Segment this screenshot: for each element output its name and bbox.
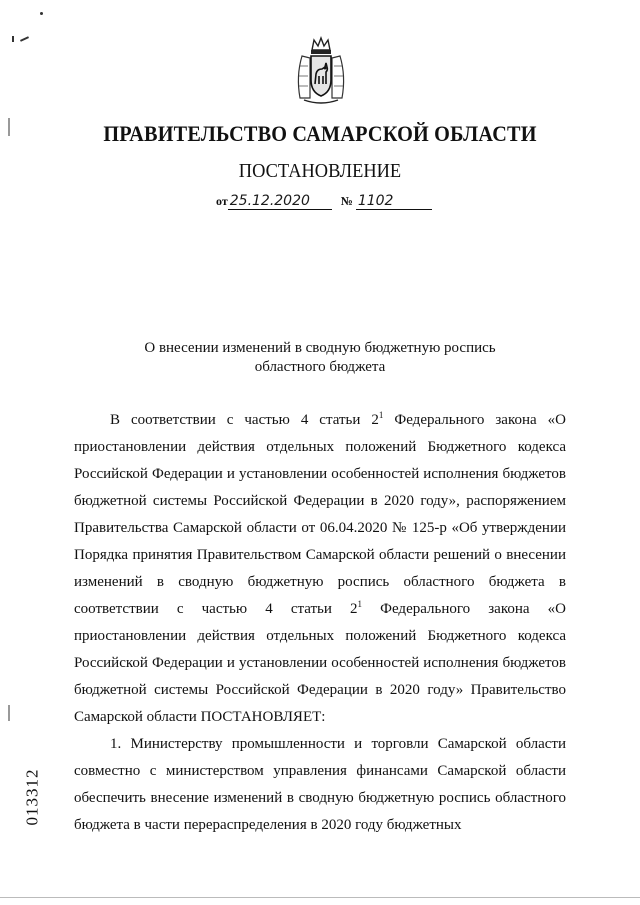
paragraph-preamble: В соответствии с частью 4 статьи $2^1$ Федерального закона «О приостановлении действия отдельных положений Бюджетного кодекса Российской Федерации и установлении особенностей исполнения бюджетов бюджетной системы Российской Федерации в 2020 году», распоряжением Правительства Самарской области от 06.04.2020 № 125-р «Об утверждении Порядка принятия Правительством Самарской области решений о внесении изменений в сводную бюджетную роспись областного бюджета в соответствии с частью 4 статьи $2^1$ Федерального закона «О приостановлении действия отдельных положений Бюджетного кодекса Российской Федерации и установлении особенностей исполнения бюджетов бюджетной системы Российской Федерации в 2020 году» Правительство Самарской области ПОСТАНОВЛЯЕТ:	[74, 410, 566, 725]
scan-mark	[40, 12, 43, 15]
handwritten-date: 25.12.2020	[228, 193, 332, 210]
scan-mark	[0, 897, 640, 898]
organization-title: ПРАВИТЕЛЬСТВО САМАРСКОЙ ОБЛАСТИ	[103, 121, 537, 146]
handwritten-number: 1102	[356, 193, 432, 210]
scan-mark	[8, 118, 10, 136]
scan-mark	[20, 36, 29, 42]
date-number-line	[216, 193, 432, 210]
paragraph-item-1: 1. Министерству промышленности и торговли Самарской области совместно с министерством управления финансами Самарской области обеспечить внесение изменений в сводную бюджетную роспись областного бюджета в части перераспределения в 2020 году бюджетных	[74, 736, 566, 833]
date-prefix: от	[216, 194, 228, 208]
subject-line-2: областного бюджета	[254, 359, 386, 375]
scan-mark	[12, 36, 14, 42]
document-body	[74, 407, 566, 839]
scan-mark	[8, 705, 10, 721]
document-subject	[0, 339, 640, 377]
serial-number-stamp: 013312	[22, 768, 42, 826]
document-type: ПОСТАНОВЛЕНИЕ	[238, 160, 402, 182]
coat-of-arms-icon	[292, 36, 350, 106]
subject-line-1: О внесении изменений в сводную бюджетную роспись	[144, 340, 496, 356]
number-prefix: №	[340, 194, 353, 208]
